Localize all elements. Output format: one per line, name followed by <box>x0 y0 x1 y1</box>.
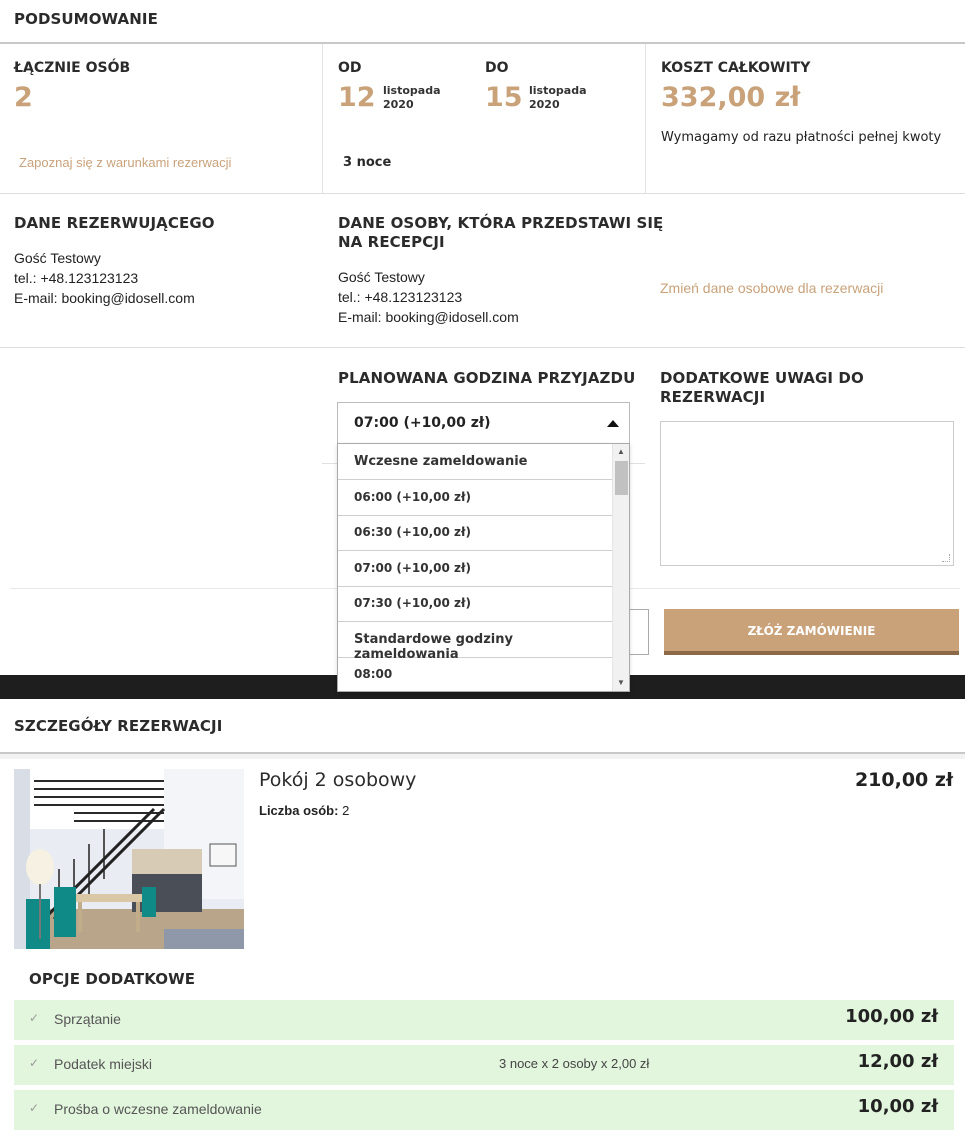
option-detail: 3 noce x 2 osoby x 2,00 zł <box>499 1056 650 1071</box>
to-label: DO <box>485 60 509 76</box>
scroll-down-icon[interactable]: ▼ <box>617 678 625 687</box>
checkmark-icon: ✓ <box>29 1056 40 1070</box>
divider <box>0 347 965 348</box>
divider <box>0 42 965 44</box>
persons-info <box>259 803 349 818</box>
divider <box>0 193 965 194</box>
dropdown-option[interactable]: 07:00 (+10,00 zł) <box>338 551 612 587</box>
booker-title: DANE REZERWUJĄCEGO <box>14 214 215 232</box>
dropdown-group-standard: Standardowe godziny zameldowania <box>338 622 612 658</box>
cost-label: KOSZT CAŁKOWITY <box>661 60 811 76</box>
to-day: 15 <box>485 82 523 113</box>
divider <box>0 754 965 759</box>
option-price: 100,00 zł <box>845 1006 938 1027</box>
guest-title: DANE OSOBY, KTÓRA PRZEDSTAWI SIĘ NA RECEPCJI <box>338 214 664 251</box>
notes-textarea[interactable] <box>660 421 954 566</box>
option-row <box>14 1045 954 1085</box>
options-title: OPCJE DODATKOWE <box>29 970 196 988</box>
payment-note: Wymagamy od razu płatności pełnej kwoty <box>661 130 942 145</box>
dropdown-option[interactable]: 06:30 (+10,00 zł) <box>338 515 612 551</box>
scroll-up-icon[interactable]: ▲ <box>617 447 625 456</box>
scroll-thumb[interactable] <box>615 461 628 495</box>
notes-title: DODATKOWE UWAGI DO REZERWACJI <box>660 369 864 406</box>
guest-name: Gość Testowy <box>338 269 425 285</box>
option-label: Podatek miejski <box>54 1056 153 1072</box>
booker-email: E-mail: booking@idosell.com <box>14 290 195 306</box>
change-data-link[interactable]: Zmień dane osobowe dla rezerwacji <box>660 280 884 296</box>
checkmark-icon: ✓ <box>29 1101 40 1115</box>
booker-name: Gość Testowy <box>14 250 101 266</box>
arrival-time-selected: 07:00 (+10,00 zł) <box>354 415 491 431</box>
option-row <box>14 1090 954 1130</box>
arrival-title: PLANOWANA GODZINA PRZYJAZDU <box>338 369 636 387</box>
to-month: listopada 2020 <box>529 84 587 111</box>
summary-title: PODSUMOWANIE <box>14 10 158 28</box>
resize-handle-icon[interactable] <box>942 554 950 562</box>
guest-info <box>338 267 519 327</box>
option-row <box>14 1000 954 1040</box>
people-count: 2 <box>14 82 33 113</box>
option-price: 12,00 zł <box>857 1051 938 1072</box>
room-price: 210,00 zł <box>854 769 953 791</box>
divider <box>645 44 646 193</box>
details-title: SZCZEGÓŁY REZERWACJI <box>14 717 223 735</box>
dropdown-scrollbar[interactable] <box>612 444 629 691</box>
from-month: listopada 2020 <box>383 84 441 111</box>
dropdown-option[interactable]: 07:30 (+10,00 zł) <box>338 586 612 622</box>
persons-label: Liczba osób: <box>259 803 339 818</box>
option-label: Sprzątanie <box>54 1011 121 1027</box>
arrival-time-dropdown[interactable] <box>337 443 630 692</box>
back-button[interactable] <box>628 609 649 655</box>
persons-value: 2 <box>342 803 350 818</box>
room-photo <box>14 769 244 949</box>
dropdown-option[interactable]: 08:00 <box>354 667 393 681</box>
guest-email: E-mail: booking@idosell.com <box>338 309 519 325</box>
total-cost: 332,00 zł <box>661 82 801 113</box>
checkmark-icon: ✓ <box>29 1011 40 1025</box>
caret-up-icon <box>607 420 619 427</box>
dropdown-option[interactable]: 06:00 (+10,00 zł) <box>338 480 612 516</box>
dropdown-group-early: Wczesne zameldowanie <box>338 444 612 480</box>
arrival-time-select[interactable] <box>337 402 630 444</box>
guest-phone: tel.: +48.123123123 <box>338 289 463 305</box>
booker-info <box>14 248 195 308</box>
from-day: 12 <box>338 82 376 113</box>
divider <box>322 44 323 193</box>
submit-order-button[interactable]: ZŁÓŻ ZAMÓWIENIE <box>664 609 959 655</box>
people-label: ŁĄCZNIE OSÓB <box>14 60 131 76</box>
option-price: 10,00 zł <box>857 1096 938 1117</box>
room-name: Pokój 2 osobowy <box>259 769 417 791</box>
option-label: Prośba o wczesne zameldowanie <box>54 1101 262 1117</box>
terms-link[interactable]: Zapoznaj się z warunkami rezerwacji <box>19 155 232 170</box>
from-label: OD <box>338 60 362 76</box>
nights-count: 3 noce <box>343 155 392 170</box>
booker-phone: tel.: +48.123123123 <box>14 270 139 286</box>
